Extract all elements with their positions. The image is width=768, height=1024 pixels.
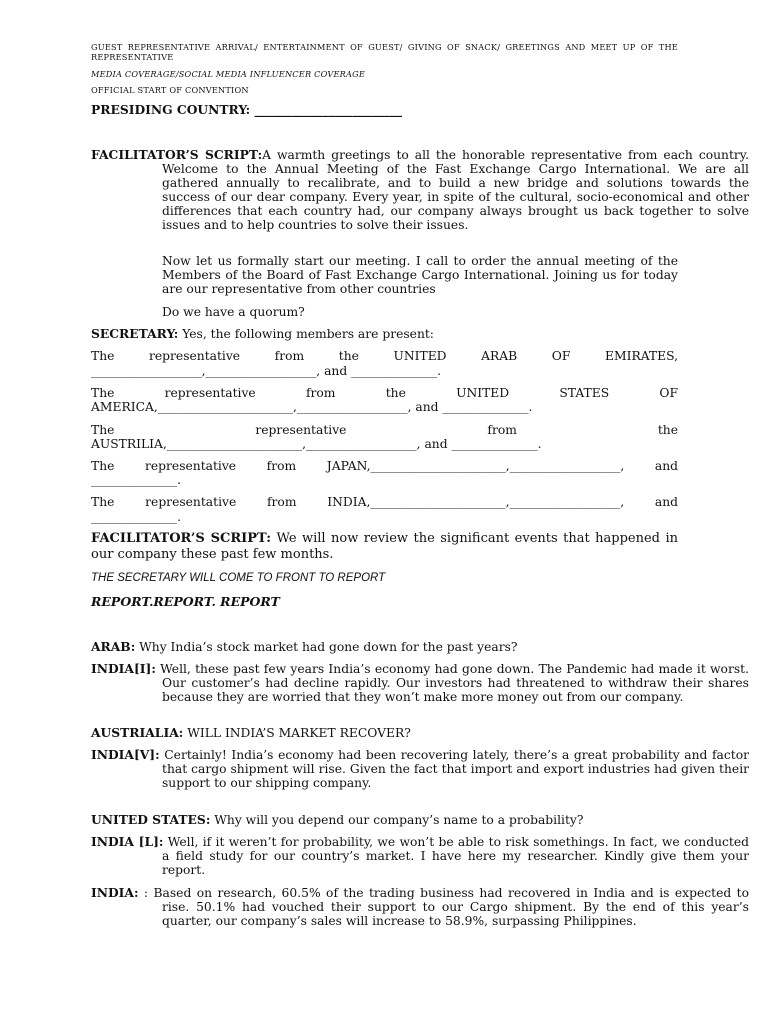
speaker-label: INDIA:: [91, 885, 139, 900]
rep-uae-line-2: __________________,__________________, and ______________.: [91, 364, 442, 378]
dialogue-india-4: [91, 886, 749, 928]
dialogue-arab: [91, 640, 749, 654]
speaker-label: UNITED STATES:: [91, 812, 211, 827]
speaker-text: Well, if it weren’t for probability, we won’t be able to risk somethings. In fact, we conducted a field study for our country’s market. I have here my researcher. Kindly give them your report.: [162, 835, 749, 877]
report-heading: REPORT.REPORT. REPORT: [91, 594, 280, 609]
rep-usa-line-1: The representative from the UNITED STATES OF: [91, 386, 678, 400]
speaker-text: Well, these past few years India’s economy had gone down. The Pandemic had made it worst. Our customer’s had decline rapidly. Our investors had threatened to withdraw their shares because they are worried that they won’t make more money out from our company.: [155, 662, 749, 704]
rep-ind-line-2: ______________.: [91, 510, 181, 524]
header-line-2: MEDIA COVERAGE/SOCIAL MEDIA INFLUENCER COVERAGE: [91, 69, 366, 79]
dialogue-australia: [91, 726, 749, 740]
secretary-report-note: THE SECRETARY WILL COME TO FRONT TO REPORT: [91, 572, 386, 584]
facilitator-label: FACILITATOR’S SCRIPT:: [91, 147, 263, 162]
rep-jpn-line-1: The representative from JAPAN,______________________,__________________, and: [91, 459, 678, 473]
speaker-label: AUSTRIALIA:: [91, 725, 184, 740]
facilitator-2-text: We will now review the significant events that happened in our company these past few months.: [91, 531, 678, 562]
facilitator-para-2: Now let us formally start our meeting. I call to order the annual meeting of the Members of the Board of Fast Exchange Cargo International. Joining us for today are our representative from other countries: [162, 254, 678, 296]
speaker-label: INDIA[I]:: [91, 661, 156, 676]
dialogue-india-2: [91, 748, 749, 790]
speaker-text: Certainly! India’s economy had been recovering lately, there’s a great probability and factor that cargo shipment will rise. Given the fact that import and export industries had given their support to our shipping company.: [159, 748, 749, 790]
secretary-text: Yes, the following members are present:: [178, 327, 434, 341]
rep-usa-line-2: AMERICA,______________________,__________________, and ______________.: [91, 400, 533, 414]
header-line-3: OFFICIAL START OF CONVENTION: [91, 85, 249, 95]
rep-aus-line-2: AUSTRILIA,______________________,__________________, and ______________.: [91, 437, 542, 451]
secretary-line: [91, 327, 434, 341]
speaker-text: Why India’s stock market had gone down for the past years?: [135, 640, 518, 654]
rep-uae-line-1: The representative from the UNITED ARAB OF EMIRATES,: [91, 349, 678, 363]
speaker-text: WILL INDIA’S MARKET RECOVER?: [183, 726, 411, 740]
dialogue-india-3: [91, 835, 749, 877]
facilitator-2-label: FACILITATOR’S SCRIPT:: [91, 531, 272, 546]
facilitator-para-3: Do we have a quorum?: [162, 305, 305, 319]
facilitator-script-1: [91, 148, 749, 232]
secretary-label: SECRETARY:: [91, 326, 179, 341]
dialogue-india-1: [91, 662, 749, 704]
dialogue-united-states: [91, 813, 749, 827]
speaker-text: Why will you depend our company’s name to a probability?: [210, 813, 584, 827]
speaker-label: ARAB:: [91, 639, 136, 654]
speaker-text: : Based on research, 60.5% of the trading business had recovered in India and is expected to rise. 50.1% had vouched their support to our Cargo shipment. By the end of this year’s quarter, our company’s sales will increase to 58.9%, surpassing Philippines.: [138, 886, 749, 928]
speaker-label: INDIA [L]:: [91, 834, 164, 849]
rep-ind-line-1: The representative from INDIA,______________________,__________________, and: [91, 495, 678, 509]
rep-jpn-line-2: ______________.: [91, 473, 181, 487]
speaker-label: INDIA[V]:: [91, 747, 160, 762]
rep-aus-line-1: The representative from the: [91, 423, 678, 437]
presiding-country: PRESIDING COUNTRY: ________________________: [91, 102, 403, 117]
facilitator-script-2: [91, 531, 678, 563]
header-line-1: GUEST REPRESENTATIVE ARRIVAL/ ENTERTAINMENT OF GUEST/ GIVING OF SNACK/ GREETINGS AND MEET UP OF THE REPRESENTATIVE: [91, 42, 678, 62]
facilitator-text: A warmth greetings to all the honorable representative from each country. Welcome to the Annual Meeting of the Fast Exchange Cargo International. We are all gathered annually to recalibrate, and to build a new bridge and solutions towards the success of our dear company. Every year, in spite of the cultural, socio-economical and other differences that each country had, our company always brought us back together to solve issues and to help countries to solve their issues.: [162, 148, 749, 232]
